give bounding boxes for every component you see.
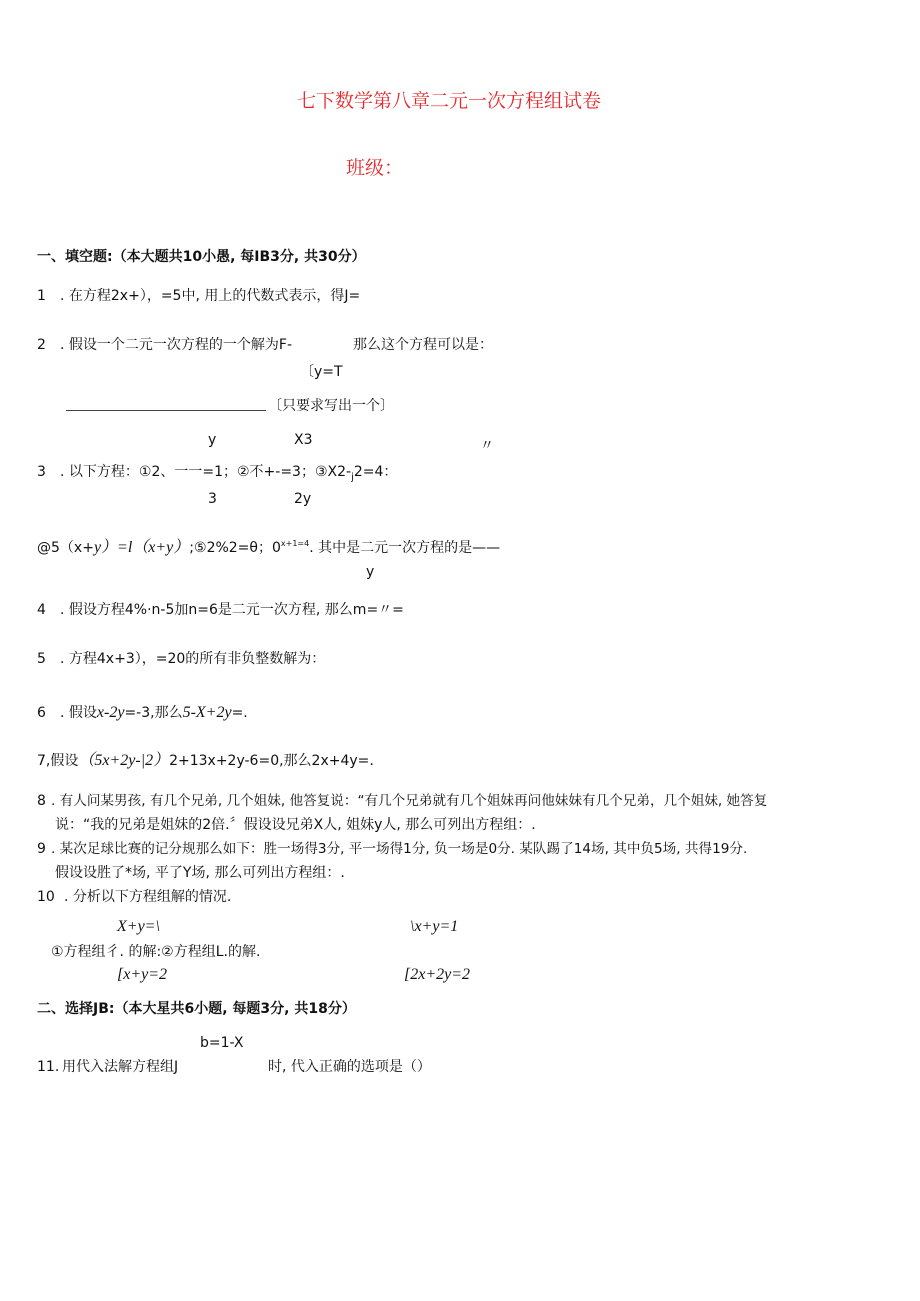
question-number: 6 [37, 705, 46, 721]
question-2-solution-sub: 〔y=T [300, 364, 343, 380]
question-6-part: =-3,那么 [124, 705, 183, 721]
system-1-bottom: [x+y=2 [117, 966, 168, 983]
question-number: 4 [37, 602, 46, 618]
equation-4-start: @5（x+ [37, 540, 94, 556]
question-1-text: . 在方程2x+），=5中, 用上的代数式表示，得J= [60, 288, 361, 304]
question-number: 9 [37, 841, 46, 857]
system-1-top: X+y=\ [117, 918, 160, 935]
section-one-heading: 一、填空题:（本大题共10小愚, 每IB3分, 共30分） [37, 249, 366, 265]
question-8-line-2: 说：“我的兄弟是姐妹的2倍.〞假设设兄弟X人, 姐妹y人, 那么可列出方程组：. [55, 817, 536, 833]
question-2-hint: 〔只要求写出一个〕 [268, 398, 394, 414]
answer-blank-line [66, 410, 266, 411]
question-number: 1 [37, 288, 46, 304]
question-6-text [60, 704, 248, 722]
subscript-mark: j [351, 472, 354, 483]
math-expression: （5x+2y-|2） [78, 752, 170, 769]
question-number: 8 [37, 793, 46, 809]
equation-5: ;⑤2%2=θ； [189, 540, 272, 556]
section-two-heading: 二、选择JB:（本大星共6小题, 每题3分, 共18分） [37, 1001, 356, 1017]
question-10-text: . 分析以下方程组解的情况. [64, 889, 232, 905]
question-6-part: =. [231, 705, 248, 721]
question-7-text [37, 752, 374, 770]
fraction-part: y [208, 432, 217, 448]
question-9-line-1: . 某次足球比赛的记分规那么如下：胜一场得3分, 平一场得1分, 负一场是0分. 某队踢了14场, 其中负5场, 共得19分. [51, 841, 748, 857]
fraction-part: 〃 [480, 438, 494, 454]
question-11-text-continued: 时, 代入正确的选项是（） [268, 1059, 431, 1075]
question-number: 2 [37, 337, 46, 353]
question-10-prompt: ①方程组彳. 的解:②方程组L.的解. [51, 944, 261, 960]
question-number: 3 [37, 464, 46, 480]
question-2-text: . 假设一个二元一次方程的一个解为F- [60, 337, 293, 353]
question-7-rest: 2+13x+2y-6=0,那么2x+4y=. [169, 753, 374, 769]
question-number: 11. [37, 1059, 60, 1075]
question-number: 10 [37, 889, 55, 905]
system-2-bottom: [2x+2y=2 [404, 966, 471, 983]
question-7-prefix: 7,假设 [37, 753, 79, 769]
question-3-text [60, 463, 397, 483]
math-expression: x-2y [96, 704, 125, 721]
question-3-line-2 [37, 539, 500, 559]
system-2-top: \x+y=1 [410, 918, 459, 935]
equation-6-superscript: x+1=4 [280, 539, 310, 548]
fraction-part: 2y [294, 491, 312, 507]
fraction-part: 3 [208, 491, 217, 507]
question-3-main: . 以下方程：①2、一一=1；②不+-=3；③X2- [60, 464, 352, 480]
math-expression: 5-X+2y [182, 704, 232, 721]
question-number: 5 [37, 651, 46, 667]
equation-6-base: 0 [271, 540, 281, 556]
question-4-text: . 假设方程4%·n-5加n=6是二元一次方程, 那么m=〃= [60, 602, 404, 618]
equation-fragment: b=1-X [200, 1035, 244, 1051]
question-9-line-2: 假设设胜了*场, 平了Y场, 那么可列出方程组：. [55, 865, 345, 881]
question-3-end: 2=4： [353, 464, 398, 480]
question-8-line-1: . 有人问某男孩, 有几个兄弟, 几个姐妹, 他答复说：“有几个兄弟就有几个姐妹再问他妹妹有几个兄弟，几个姐妹, 她答复 [51, 793, 768, 809]
fraction-part: X3 [294, 432, 313, 448]
question-11-text: 用代入法解方程组J [62, 1059, 179, 1075]
equation-4-expr: y）=l（x+y） [93, 539, 190, 556]
question-5-text: . 方程4x+3），=20的所有非负整数解为： [60, 651, 326, 667]
question-6-part: . 假设 [60, 705, 97, 721]
page-title: 七下数学第八章二元一次方程组试卷 [297, 90, 602, 112]
class-label: 班级： [346, 157, 404, 179]
question-3-prompt: . 其中是二元一次方程的是—— [309, 540, 501, 556]
fraction-part: y [366, 564, 375, 580]
question-2-text-continued: 那么这个方程可以是： [353, 337, 493, 353]
